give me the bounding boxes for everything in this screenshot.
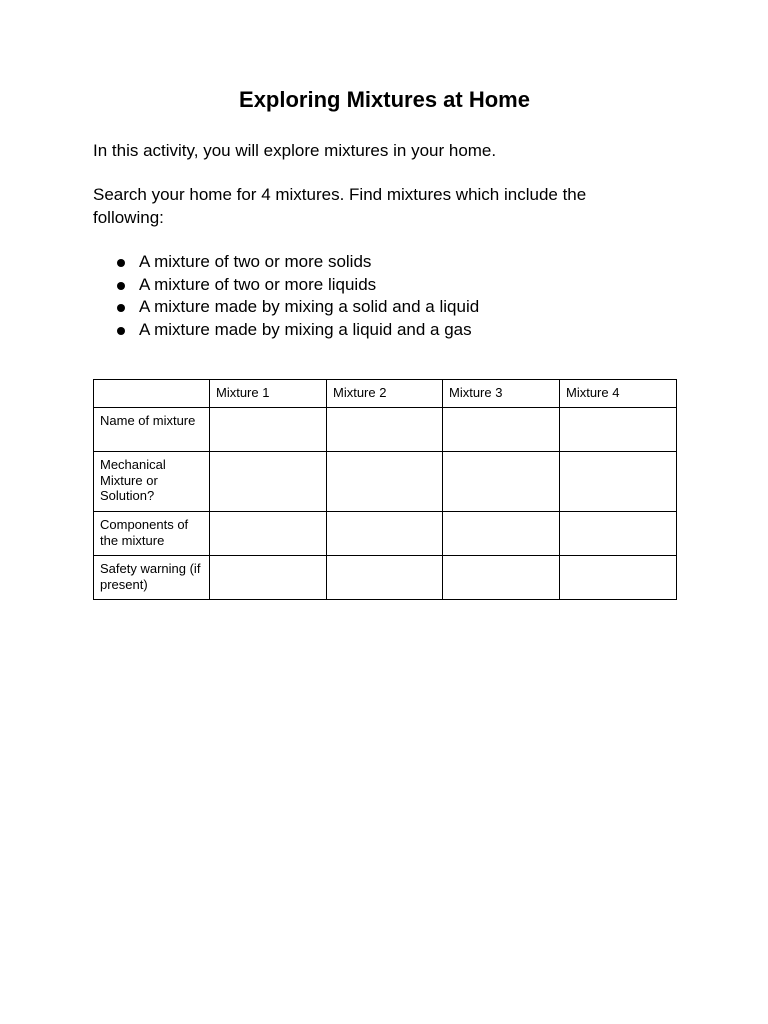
row-label: Name of mixture bbox=[94, 408, 210, 452]
table-cell bbox=[210, 408, 327, 452]
table-corner-cell bbox=[94, 380, 210, 408]
table-cell bbox=[210, 556, 327, 600]
row-label: Mechanical Mixture or Solution? bbox=[94, 452, 210, 512]
column-header: Mixture 4 bbox=[560, 380, 677, 408]
instructions-paragraph: Search your home for 4 mixtures. Find mixtures which include the following: bbox=[93, 185, 587, 227]
list-item-text: A mixture of two or more solids bbox=[139, 252, 372, 271]
table-cell bbox=[560, 556, 677, 600]
mixtures-table bbox=[93, 379, 677, 600]
table-cell bbox=[443, 556, 560, 600]
list-item-text: A mixture made by mixing a solid and a liquid bbox=[139, 297, 480, 316]
list-item-text: A mixture of two or more liquids bbox=[139, 274, 377, 294]
table-cell bbox=[443, 408, 560, 452]
table-row bbox=[94, 512, 677, 556]
list-item-text: A mixture made by mixing a liquid and a gas bbox=[139, 319, 472, 339]
table-cell bbox=[560, 512, 677, 556]
intro-paragraph: In this activity, you will explore mixtures in your home. bbox=[93, 141, 497, 160]
table-cell bbox=[327, 556, 443, 600]
table-cell bbox=[560, 408, 677, 452]
bullet-icon bbox=[117, 327, 125, 335]
row-label: Components of the mixture bbox=[94, 512, 210, 556]
mixture-types-list bbox=[93, 251, 479, 341]
list-item bbox=[93, 296, 479, 319]
table-cell bbox=[327, 512, 443, 556]
table-cell bbox=[327, 408, 443, 452]
page-title: Exploring Mixtures at Home bbox=[239, 87, 530, 112]
list-item bbox=[93, 274, 479, 297]
column-header: Mixture 1 bbox=[210, 380, 327, 408]
table-header-row bbox=[94, 380, 677, 408]
table-cell bbox=[560, 452, 677, 512]
table-cell bbox=[443, 452, 560, 512]
table-cell bbox=[210, 512, 327, 556]
table-row bbox=[94, 556, 677, 600]
table-cell bbox=[327, 452, 443, 512]
table-cell bbox=[443, 512, 560, 556]
column-header: Mixture 2 bbox=[327, 380, 443, 408]
bullet-icon bbox=[117, 304, 125, 312]
table-cell bbox=[210, 452, 327, 512]
table-row bbox=[94, 452, 677, 512]
bullet-icon bbox=[117, 282, 125, 290]
row-label: Safety warning (if present) bbox=[94, 556, 210, 600]
bullet-icon bbox=[117, 259, 125, 267]
column-header: Mixture 3 bbox=[443, 380, 560, 408]
list-item bbox=[93, 319, 479, 342]
list-item bbox=[93, 251, 479, 274]
table-row bbox=[94, 408, 677, 452]
